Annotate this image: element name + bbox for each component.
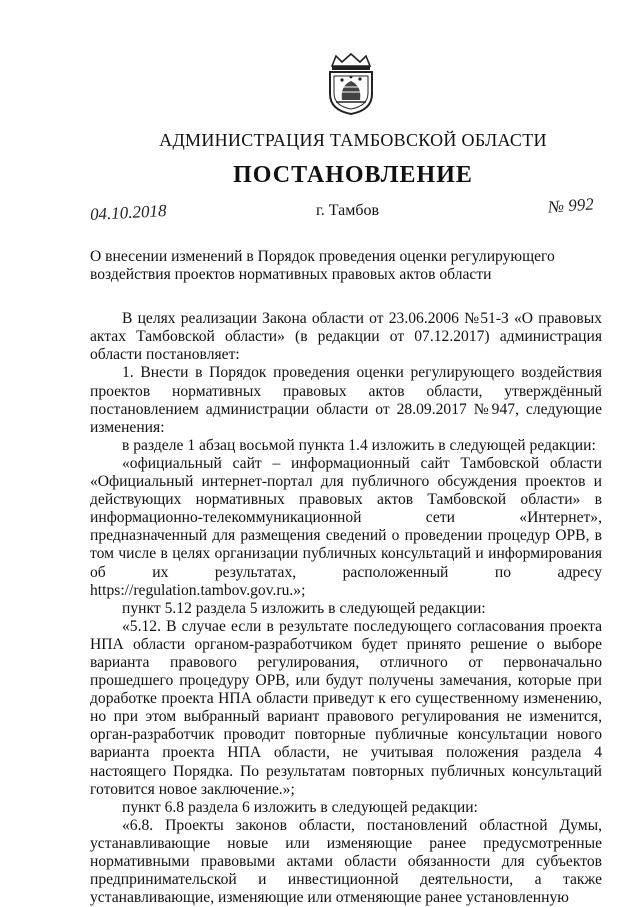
document-body xyxy=(90,248,602,907)
paragraph-3: в разделе 1 абзац восьмой пункта 1.4 изложить в следующей редакции: xyxy=(122,436,596,454)
document-city: г. Тамбов xyxy=(316,202,380,219)
paragraph-7: пункт 6.8 раздела 6 изложить в следующей редакции: xyxy=(122,798,478,816)
agency-name: АДМИНИСТРАЦИЯ ТАМБОВСКОЙ ОБЛАСТИ xyxy=(159,130,547,150)
document-type: ПОСТАНОВЛЕНИЕ xyxy=(233,162,473,188)
paragraph-4: «официальный сайт – информационный сайт Тамбовской области «Официальный интернет-портал для публичного обсуждения проектов и действующих нормативных правовых актов Тамбовской области» в информационно-телекоммуникационной сети «Интернет», предназначенный для размещения сведений о проведении процедур ОРВ, в том числе в целях организации публичных консультаций и информирования об их результатах, расположенный по адресу https://regulation.tambov.gov.ru.»; xyxy=(90,454,602,599)
paragraph-6: «5.12. В случае если в результате последующего согласования проекта НПА области органом-разработчиком будет принято решение о выборе варианта правового регулирования, отличного от первоначально прошедшего процедуру ОРВ, или будут получены замечания, которые при доработке проекта НПА области приведут к его существенному изменению, но при этом выбранный вариант правового регулирования не изменится, орган-разработчик проводит повторные публичные консультации нового варианта проекта НПА области, не учитывая положения раздела 4 настоящего Порядка. По результатам повторных публичных консультаций готовится новое заключение.»; xyxy=(90,617,602,798)
paragraph-5: пункт 5.12 раздела 5 изложить в следующей редакции: xyxy=(122,599,486,617)
document-date: 04.10.2018 xyxy=(89,201,167,224)
paragraph-1: В целях реализации Закона области от 23.06.2006 №51-З «О правовых актах Тамбовской области» (в редакции от 07.12.2017) администрация области постановляет: xyxy=(90,310,602,364)
document-number: № 992 xyxy=(547,194,595,217)
paragraph-8: «6.8. Проекты законов области, постановлений областной Думы, устанавливающие новые или изменяющие ранее предусмотренные нормативными правовыми актами области обязанности для субъектов предпринимательской и инвестиционной деятельности, а также устанавливающие, изменяющие или отменяющие ранее установленную xyxy=(90,816,602,907)
document-subject: О внесении изменений в Порядок проведения оценки регулирующего воздействия проектов нормативных правовых актов области xyxy=(90,248,555,284)
coat-of-arms-icon xyxy=(322,52,380,116)
paragraph-2: 1. Внести в Порядок проведения оценки регулирующего воздействия проектов нормативных правовых актов области, утверждённый постановлением администрации области от 28.09.2017 №947, следующие изменения: xyxy=(90,364,602,436)
